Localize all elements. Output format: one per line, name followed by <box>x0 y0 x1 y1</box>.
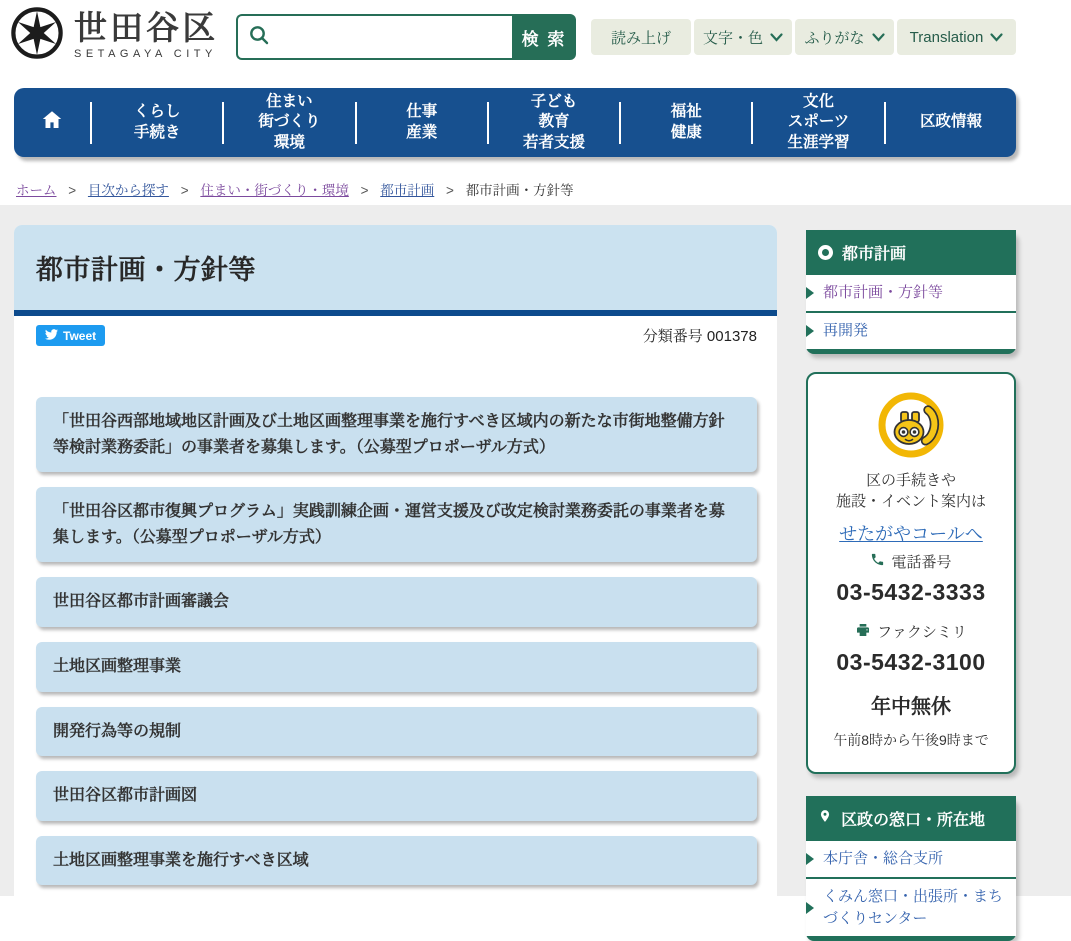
logo-subtitle: SETAGAYA CITY <box>74 48 217 61</box>
setagaya-call-box <box>806 372 1016 775</box>
site-search <box>236 14 576 60</box>
breadcrumb-index[interactable]: 目次から探す <box>87 183 169 198</box>
fax-printer-icon <box>855 622 871 642</box>
furigana-label: ふりがな <box>804 29 865 47</box>
breadcrumb-toshikeikaku[interactable]: 都市計画 <box>380 183 435 198</box>
topic-link[interactable]: 土地区画整理事業 <box>36 642 757 692</box>
breadcrumb-home[interactable]: ホーム <box>16 183 57 198</box>
nav-home-button[interactable] <box>14 108 90 137</box>
topic-link[interactable]: 「世田谷西部地域地区計画及び土地区画整理事業を施行すべき区域内の新たな市街地整備方針等検討業務委託」の事業者を募集します。（公募型プロポーザル方式） <box>36 397 757 472</box>
office-menu <box>806 796 1016 941</box>
fax-number: 03-5432-3100 <box>836 649 986 675</box>
topic-link[interactable]: 「世田谷区都市復興プログラム」実践訓練企画・運営支援及び改定検討業務委託の事業者を募集します。（公募型プロポーザル方式） <box>36 487 757 562</box>
chevron-down-icon <box>872 29 885 46</box>
office-menu-title: 区政の窓口・所在地 <box>841 812 986 829</box>
phone-icon <box>870 552 885 571</box>
setagaya-call-mascot-icon <box>878 392 944 458</box>
tweet-label: Tweet <box>63 328 97 343</box>
category-menu-title: 都市計画 <box>842 246 907 263</box>
page-title-block <box>14 225 777 310</box>
sidebar-item-saikaihatsu[interactable]: 再開発 <box>806 311 1016 349</box>
chevron-down-icon <box>990 29 1003 46</box>
topic-link[interactable]: 世田谷区都市計画審議会 <box>36 577 757 627</box>
read-aloud-label: 読み上げ <box>610 29 671 47</box>
topic-link-list <box>36 397 757 885</box>
breadcrumb <box>16 179 574 199</box>
topic-link[interactable]: 世田谷区都市計画図 <box>36 771 757 821</box>
setagaya-emblem-icon <box>10 6 64 65</box>
category-menu <box>806 230 1016 354</box>
global-nav <box>14 88 1016 157</box>
breadcrumb-separator: > <box>360 183 369 198</box>
furigana-button[interactable] <box>795 19 894 55</box>
page-title: 都市計画・方針等 <box>36 255 256 285</box>
breadcrumb-sumai[interactable]: 住まい・街づくり・環境 <box>200 183 349 198</box>
nav-item-kodomo[interactable]: 子ども 教育 若者支援 <box>522 92 585 151</box>
search-input[interactable] <box>270 29 512 46</box>
twitter-bird-icon <box>45 328 58 344</box>
chevron-down-icon <box>770 29 783 46</box>
home-icon <box>40 108 64 137</box>
classification-number: 分類番号 001378 <box>642 328 757 345</box>
accessibility-toolbar <box>591 19 1016 55</box>
search-field[interactable] <box>236 14 512 60</box>
setagaya-call-link[interactable]: せたがやコールへ <box>839 524 983 544</box>
text-color-label: 文字・色 <box>702 29 763 47</box>
tweet-button[interactable] <box>36 325 105 346</box>
breadcrumb-separator: > <box>68 183 77 198</box>
breadcrumb-separator: > <box>180 183 189 198</box>
sidebar-item-honchosha[interactable]: 本庁舎・総合支所 <box>806 841 1016 877</box>
map-pin-icon <box>818 807 832 830</box>
call-box-line2: 施設・イベント案内は <box>835 493 986 511</box>
office-menu-header <box>806 796 1016 841</box>
read-aloud-button[interactable] <box>591 19 691 55</box>
breadcrumb-current: 都市計画・方針等 <box>465 183 574 198</box>
nav-item-bunka[interactable]: 文化 スポーツ 生涯学習 <box>787 92 850 151</box>
text-color-button[interactable] <box>694 19 792 55</box>
search-icon <box>248 24 270 51</box>
nav-item-kusei[interactable]: 区政情報 <box>919 113 982 131</box>
search-button[interactable]: 検 索 <box>512 14 576 60</box>
title-underline <box>14 310 777 316</box>
site-logo[interactable] <box>10 6 218 65</box>
translation-label: Translation <box>909 28 984 46</box>
nav-item-kurashi[interactable]: くらし 手続き <box>133 103 181 141</box>
sidebar-item-toshikeikaku-hoshin[interactable]: 都市計画・方針等 <box>806 275 1016 311</box>
translation-button[interactable] <box>897 19 1016 55</box>
nav-item-fukushi[interactable]: 福祉 健康 <box>670 103 702 141</box>
sidebar-item-kumin-madoguchi[interactable]: くみん窓口・出張所・まちづくりセンター <box>806 877 1016 937</box>
phone-number: 03-5432-3333 <box>836 579 986 605</box>
nav-item-shigoto[interactable]: 仕事 産業 <box>406 103 438 141</box>
logo-title: 世田谷区 <box>74 8 218 46</box>
breadcrumb-separator: > <box>446 183 454 198</box>
ring-icon <box>818 245 833 260</box>
call-box-line1: 区の手続きや <box>865 471 956 489</box>
nav-item-sumai[interactable]: 住まい 街づくり 環境 <box>258 92 321 151</box>
main-content-panel <box>14 225 777 896</box>
topic-link[interactable]: 開発行為等の規制 <box>36 707 757 757</box>
sidebar <box>806 230 1016 941</box>
hours-title: 年中無休 <box>871 696 951 718</box>
topic-link[interactable]: 土地区画整理事業を施行すべき区域 <box>36 836 757 886</box>
hours-detail: 午前8時から午後9時まで <box>833 732 989 748</box>
fax-label: ファクシミリ <box>877 624 967 641</box>
category-menu-header <box>806 230 1016 275</box>
phone-label: 電話番号 <box>891 554 952 571</box>
